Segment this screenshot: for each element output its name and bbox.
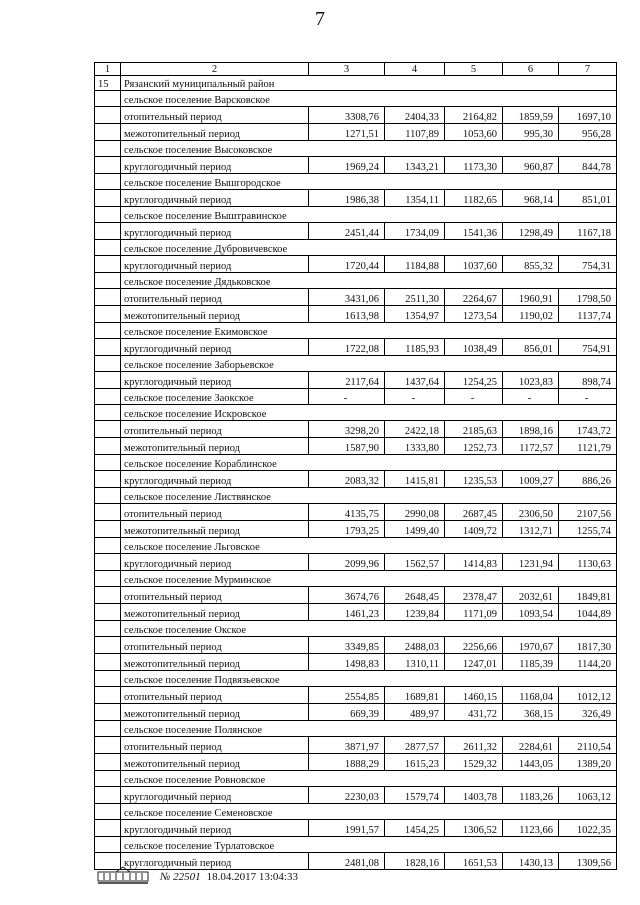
settlement-row (95, 174, 617, 190)
header-cell: 4 (385, 63, 445, 76)
document-timestamp: 18.04.2017 13:04:33 (206, 870, 298, 883)
value-cell: 1430,13 (503, 853, 559, 870)
value-cell: 1970,67 (503, 637, 559, 654)
value-cell: 2554,85 (309, 687, 385, 704)
value-cell: 898,74 (559, 372, 617, 389)
tariff-table (94, 62, 617, 870)
header-cell: 5 (445, 63, 503, 76)
period-label-cell: отопительный период (121, 504, 309, 521)
empty-number-cell (95, 207, 121, 223)
value-cell: 1298,49 (503, 223, 559, 240)
empty-number-cell (95, 273, 121, 289)
value-cell: 1306,52 (445, 820, 503, 837)
value-cell: 1172,57 (503, 438, 559, 455)
settlement-name-cell: сельское поселение Дубровичевское (121, 240, 617, 256)
value-cell: 2648,45 (385, 587, 445, 604)
value-cell: 2117,64 (309, 372, 385, 389)
empty-number-cell (95, 141, 121, 157)
settlement-row (95, 804, 617, 820)
value-cell: 1123,66 (503, 820, 559, 837)
value-cell: 2110,54 (559, 737, 617, 754)
period-label-cell: отопительный период (121, 587, 309, 604)
settlement-name-cell: сельское поселение Высоковское (121, 141, 617, 157)
value-cell: 2099,96 (309, 554, 385, 571)
value-cell: 2185,63 (445, 421, 503, 438)
period-row (95, 637, 617, 654)
value-cell: - (559, 389, 617, 405)
period-row (95, 256, 617, 273)
value-cell: 1415,81 (385, 471, 445, 488)
table-body (95, 63, 617, 870)
value-cell: 1185,93 (385, 339, 445, 356)
empty-number-cell (95, 339, 121, 356)
value-cell: 1173,30 (445, 157, 503, 174)
settlement-row (95, 405, 617, 421)
value-cell: 1991,57 (309, 820, 385, 837)
period-label-cell: межотопительный период (121, 124, 309, 141)
value-cell: 326,49 (559, 704, 617, 721)
settlement-name-cell: сельское поселение Выштравинское (121, 207, 617, 223)
period-label-cell: межотопительный период (121, 654, 309, 671)
row-number-cell: 15 (95, 76, 121, 91)
empty-number-cell (95, 488, 121, 504)
settlement-row (95, 488, 617, 504)
value-cell: 1168,04 (503, 687, 559, 704)
settlement-name-cell: сельское поселение Льговское (121, 538, 617, 554)
value-cell: 855,32 (503, 256, 559, 273)
header-cell: 1 (95, 63, 121, 76)
value-cell: 1093,54 (503, 604, 559, 621)
settlement-row (95, 356, 617, 372)
value-cell: 1859,59 (503, 107, 559, 124)
empty-number-cell (95, 737, 121, 754)
value-cell: 1037,60 (445, 256, 503, 273)
value-cell: - (385, 389, 445, 405)
settlement-name-cell: сельское поселение Мурминское (121, 571, 617, 587)
period-row (95, 157, 617, 174)
value-cell: 2451,44 (309, 223, 385, 240)
value-cell: 1615,23 (385, 754, 445, 771)
settlement-name-cell: сельское поселение Варсковское (121, 91, 617, 107)
value-cell: 2284,61 (503, 737, 559, 754)
settlement-name-cell: сельское поселение Заборьевское (121, 356, 617, 372)
period-row (95, 504, 617, 521)
value-cell: 1454,25 (385, 820, 445, 837)
settlement-name-cell: сельское поселение Заокское (121, 389, 309, 405)
settlement-name-cell: сельское поселение Окское (121, 621, 617, 637)
value-cell: 1044,89 (559, 604, 617, 621)
value-cell: 1562,57 (385, 554, 445, 571)
value-cell: - (445, 389, 503, 405)
period-label-cell: круглогодичный период (121, 223, 309, 240)
period-row (95, 704, 617, 721)
value-cell: - (309, 389, 385, 405)
period-row (95, 438, 617, 455)
value-cell: 1130,63 (559, 554, 617, 571)
settlement-name-cell: сельское поселение Ровновское (121, 771, 617, 787)
empty-number-cell (95, 223, 121, 240)
period-row (95, 820, 617, 837)
settlement-row (95, 771, 617, 787)
period-label-cell: межотопительный период (121, 604, 309, 621)
value-cell: 2378,47 (445, 587, 503, 604)
value-cell: 754,91 (559, 339, 617, 356)
value-cell: 1443,05 (503, 754, 559, 771)
value-cell: 368,15 (503, 704, 559, 721)
value-cell: 1309,56 (559, 853, 617, 870)
value-cell: 1121,79 (559, 438, 617, 455)
value-cell: 1697,10 (559, 107, 617, 124)
value-cell: 2264,67 (445, 289, 503, 306)
settlement-row (95, 455, 617, 471)
empty-number-cell (95, 124, 121, 141)
period-label-cell: межотопительный период (121, 438, 309, 455)
empty-number-cell (95, 554, 121, 571)
value-cell: 2164,82 (445, 107, 503, 124)
value-cell: 1184,88 (385, 256, 445, 273)
empty-number-cell (95, 804, 121, 820)
period-row (95, 521, 617, 538)
value-cell: 1190,02 (503, 306, 559, 323)
value-cell: - (503, 389, 559, 405)
value-cell: 1063,12 (559, 787, 617, 804)
value-cell: 1849,81 (559, 587, 617, 604)
value-cell: 1498,83 (309, 654, 385, 671)
settlement-name-cell: сельское поселение Турлатовское (121, 837, 617, 853)
value-cell: 956,28 (559, 124, 617, 141)
value-cell: 1137,74 (559, 306, 617, 323)
value-cell: 851,01 (559, 190, 617, 207)
value-cell: 669,39 (309, 704, 385, 721)
empty-number-cell (95, 637, 121, 654)
value-cell: 1144,20 (559, 654, 617, 671)
value-cell: 856,01 (503, 339, 559, 356)
value-cell: 1828,16 (385, 853, 445, 870)
period-label-cell: отопительный период (121, 687, 309, 704)
region-row (95, 76, 617, 91)
empty-number-cell (95, 356, 121, 372)
period-row (95, 737, 617, 754)
value-cell: 2687,45 (445, 504, 503, 521)
value-cell: 3871,97 (309, 737, 385, 754)
value-cell: 1389,20 (559, 754, 617, 771)
value-cell: 2107,56 (559, 504, 617, 521)
value-cell: 2611,32 (445, 737, 503, 754)
value-cell: 1888,29 (309, 754, 385, 771)
period-row (95, 654, 617, 671)
value-cell: 1579,74 (385, 787, 445, 804)
value-cell: 1107,89 (385, 124, 445, 141)
settlement-name-cell: сельское поселение Екимовское (121, 323, 617, 339)
empty-number-cell (95, 571, 121, 587)
period-label-cell: межотопительный период (121, 306, 309, 323)
period-row (95, 687, 617, 704)
settlement-name-cell: сельское поселение Полянское (121, 721, 617, 737)
empty-number-cell (95, 721, 121, 737)
value-cell: 1009,27 (503, 471, 559, 488)
value-cell: 1460,15 (445, 687, 503, 704)
settlement-row (95, 240, 617, 256)
value-cell: 1171,09 (445, 604, 503, 621)
empty-number-cell (95, 372, 121, 389)
empty-number-cell (95, 704, 121, 721)
value-cell: 3298,20 (309, 421, 385, 438)
value-cell: 1012,12 (559, 687, 617, 704)
value-cell: 1167,18 (559, 223, 617, 240)
value-cell: 1587,90 (309, 438, 385, 455)
value-cell: 2404,33 (385, 107, 445, 124)
value-cell: 1053,60 (445, 124, 503, 141)
empty-number-cell (95, 455, 121, 471)
value-cell: 1403,78 (445, 787, 503, 804)
settlement-row (95, 571, 617, 587)
period-row (95, 604, 617, 621)
value-cell: 2230,03 (309, 787, 385, 804)
empty-number-cell (95, 405, 121, 421)
header-cell: 7 (559, 63, 617, 76)
value-cell: 1414,83 (445, 554, 503, 571)
value-cell: 1185,39 (503, 654, 559, 671)
value-cell: 1541,36 (445, 223, 503, 240)
value-cell: 2990,08 (385, 504, 445, 521)
value-cell: 1743,72 (559, 421, 617, 438)
empty-number-cell (95, 91, 121, 107)
value-cell: 1986,38 (309, 190, 385, 207)
value-cell: 2422,18 (385, 421, 445, 438)
period-label-cell: отопительный период (121, 637, 309, 654)
period-label-cell: круглогодичный период (121, 339, 309, 356)
empty-number-cell (95, 604, 121, 621)
empty-number-cell (95, 621, 121, 637)
value-cell: 1969,24 (309, 157, 385, 174)
value-cell: 2306,50 (503, 504, 559, 521)
value-cell: 1798,50 (559, 289, 617, 306)
value-cell: 2083,32 (309, 471, 385, 488)
value-cell: 1182,65 (445, 190, 503, 207)
value-cell: 1310,11 (385, 654, 445, 671)
footer (96, 866, 298, 887)
value-cell: 995,30 (503, 124, 559, 141)
period-row (95, 124, 617, 141)
empty-number-cell (95, 687, 121, 704)
settlement-row (95, 671, 617, 687)
empty-number-cell (95, 837, 121, 853)
period-label-cell: круглогодичный период (121, 190, 309, 207)
value-cell: 1333,80 (385, 438, 445, 455)
period-label-cell: круглогодичный период (121, 157, 309, 174)
empty-number-cell (95, 771, 121, 787)
period-label-cell: круглогодичный период (121, 471, 309, 488)
value-cell: 960,87 (503, 157, 559, 174)
value-cell: 431,72 (445, 704, 503, 721)
value-cell: 1312,71 (503, 521, 559, 538)
value-cell: 1023,83 (503, 372, 559, 389)
empty-number-cell (95, 504, 121, 521)
period-label-cell: круглогодичный период (121, 853, 309, 870)
period-label-cell: отопительный период (121, 107, 309, 124)
value-cell: 1239,84 (385, 604, 445, 621)
period-label-cell: круглогодичный период (121, 372, 309, 389)
value-cell: 968,14 (503, 190, 559, 207)
value-cell: 2032,61 (503, 587, 559, 604)
period-row (95, 306, 617, 323)
value-cell: 886,26 (559, 471, 617, 488)
value-cell: 3349,85 (309, 637, 385, 654)
period-label-cell: отопительный период (121, 421, 309, 438)
value-cell: 1613,98 (309, 306, 385, 323)
period-row (95, 372, 617, 389)
period-label-cell: отопительный период (121, 737, 309, 754)
settlement-row (95, 91, 617, 107)
settlement-row (95, 389, 617, 405)
period-row (95, 223, 617, 240)
empty-number-cell (95, 471, 121, 488)
value-cell: 1409,72 (445, 521, 503, 538)
value-cell: 1271,51 (309, 124, 385, 141)
value-cell: 1254,25 (445, 372, 503, 389)
settlement-row (95, 837, 617, 853)
value-cell: 1734,09 (385, 223, 445, 240)
header-cell: 2 (121, 63, 309, 76)
government-building-icon (96, 866, 150, 887)
period-row (95, 554, 617, 571)
value-cell: 3431,06 (309, 289, 385, 306)
empty-number-cell (95, 190, 121, 207)
value-cell: 1247,01 (445, 654, 503, 671)
settlement-row (95, 323, 617, 339)
settlement-name-cell: сельское поселение Вышгородское (121, 174, 617, 190)
value-cell: 1499,40 (385, 521, 445, 538)
page-number: 7 (315, 8, 325, 30)
period-label-cell: отопительный период (121, 289, 309, 306)
header-cell: 3 (309, 63, 385, 76)
empty-number-cell (95, 754, 121, 771)
value-cell: 4135,75 (309, 504, 385, 521)
value-cell: 1183,26 (503, 787, 559, 804)
empty-number-cell (95, 820, 121, 837)
value-cell: 1817,30 (559, 637, 617, 654)
empty-number-cell (95, 323, 121, 339)
empty-number-cell (95, 256, 121, 273)
empty-number-cell (95, 538, 121, 554)
value-cell: 2877,57 (385, 737, 445, 754)
value-cell: 1793,25 (309, 521, 385, 538)
value-cell: 1461,23 (309, 604, 385, 621)
value-cell: 2488,03 (385, 637, 445, 654)
value-cell: 489,97 (385, 704, 445, 721)
empty-number-cell (95, 787, 121, 804)
empty-number-cell (95, 671, 121, 687)
value-cell: 1354,97 (385, 306, 445, 323)
period-label-cell: межотопительный период (121, 704, 309, 721)
document-number: № 22501 (160, 870, 201, 883)
value-cell: 1252,73 (445, 438, 503, 455)
settlement-name-cell: сельское поселение Искровское (121, 405, 617, 421)
value-cell: 1651,53 (445, 853, 503, 870)
value-cell: 1255,74 (559, 521, 617, 538)
empty-number-cell (95, 240, 121, 256)
period-row (95, 754, 617, 771)
period-row (95, 289, 617, 306)
header-cell: 6 (503, 63, 559, 76)
settlement-row (95, 207, 617, 223)
value-cell: 3308,76 (309, 107, 385, 124)
value-cell: 1273,54 (445, 306, 503, 323)
table-header-row (95, 63, 617, 76)
empty-number-cell (95, 421, 121, 438)
settlement-row (95, 141, 617, 157)
empty-number-cell (95, 174, 121, 190)
value-cell: 844,78 (559, 157, 617, 174)
value-cell: 2481,08 (309, 853, 385, 870)
period-row (95, 107, 617, 124)
empty-number-cell (95, 157, 121, 174)
settlement-name-cell: сельское поселение Семеновское (121, 804, 617, 820)
value-cell: 1235,53 (445, 471, 503, 488)
value-cell: 2256,66 (445, 637, 503, 654)
period-label-cell: круглогодичный период (121, 554, 309, 571)
settlement-name-cell: сельское поселение Кораблинское (121, 455, 617, 471)
empty-number-cell (95, 654, 121, 671)
value-cell: 1722,08 (309, 339, 385, 356)
region-name-cell: Рязанский муниципальный район (121, 76, 617, 91)
value-cell: 1354,11 (385, 190, 445, 207)
value-cell: 1022,35 (559, 820, 617, 837)
empty-number-cell (95, 389, 121, 405)
value-cell: 3674,76 (309, 587, 385, 604)
value-cell: 1689,81 (385, 687, 445, 704)
value-cell: 1038,49 (445, 339, 503, 356)
empty-number-cell (95, 107, 121, 124)
value-cell: 1529,32 (445, 754, 503, 771)
value-cell: 2511,30 (385, 289, 445, 306)
empty-number-cell (95, 306, 121, 323)
settlement-name-cell: сельское поселение Дядьковское (121, 273, 617, 289)
settlement-name-cell: сельское поселение Листвянское (121, 488, 617, 504)
settlement-name-cell: сельское поселение Подвязьевское (121, 671, 617, 687)
value-cell: 754,31 (559, 256, 617, 273)
value-cell: 1898,16 (503, 421, 559, 438)
period-row (95, 587, 617, 604)
empty-number-cell (95, 521, 121, 538)
value-cell: 1343,21 (385, 157, 445, 174)
period-label-cell: межотопительный период (121, 754, 309, 771)
settlement-row (95, 273, 617, 289)
period-row (95, 471, 617, 488)
period-label-cell: круглогодичный период (121, 787, 309, 804)
value-cell: 1231,94 (503, 554, 559, 571)
period-label-cell: круглогодичный период (121, 820, 309, 837)
period-row (95, 339, 617, 356)
value-cell: 1437,64 (385, 372, 445, 389)
settlement-row (95, 621, 617, 637)
value-cell: 1720,44 (309, 256, 385, 273)
period-label-cell: круглогодичный период (121, 256, 309, 273)
empty-number-cell (95, 438, 121, 455)
period-row (95, 190, 617, 207)
value-cell: 1960,91 (503, 289, 559, 306)
period-row (95, 421, 617, 438)
period-label-cell: межотопительный период (121, 521, 309, 538)
settlement-row (95, 721, 617, 737)
period-row (95, 787, 617, 804)
empty-number-cell (95, 289, 121, 306)
settlement-row (95, 538, 617, 554)
empty-number-cell (95, 587, 121, 604)
